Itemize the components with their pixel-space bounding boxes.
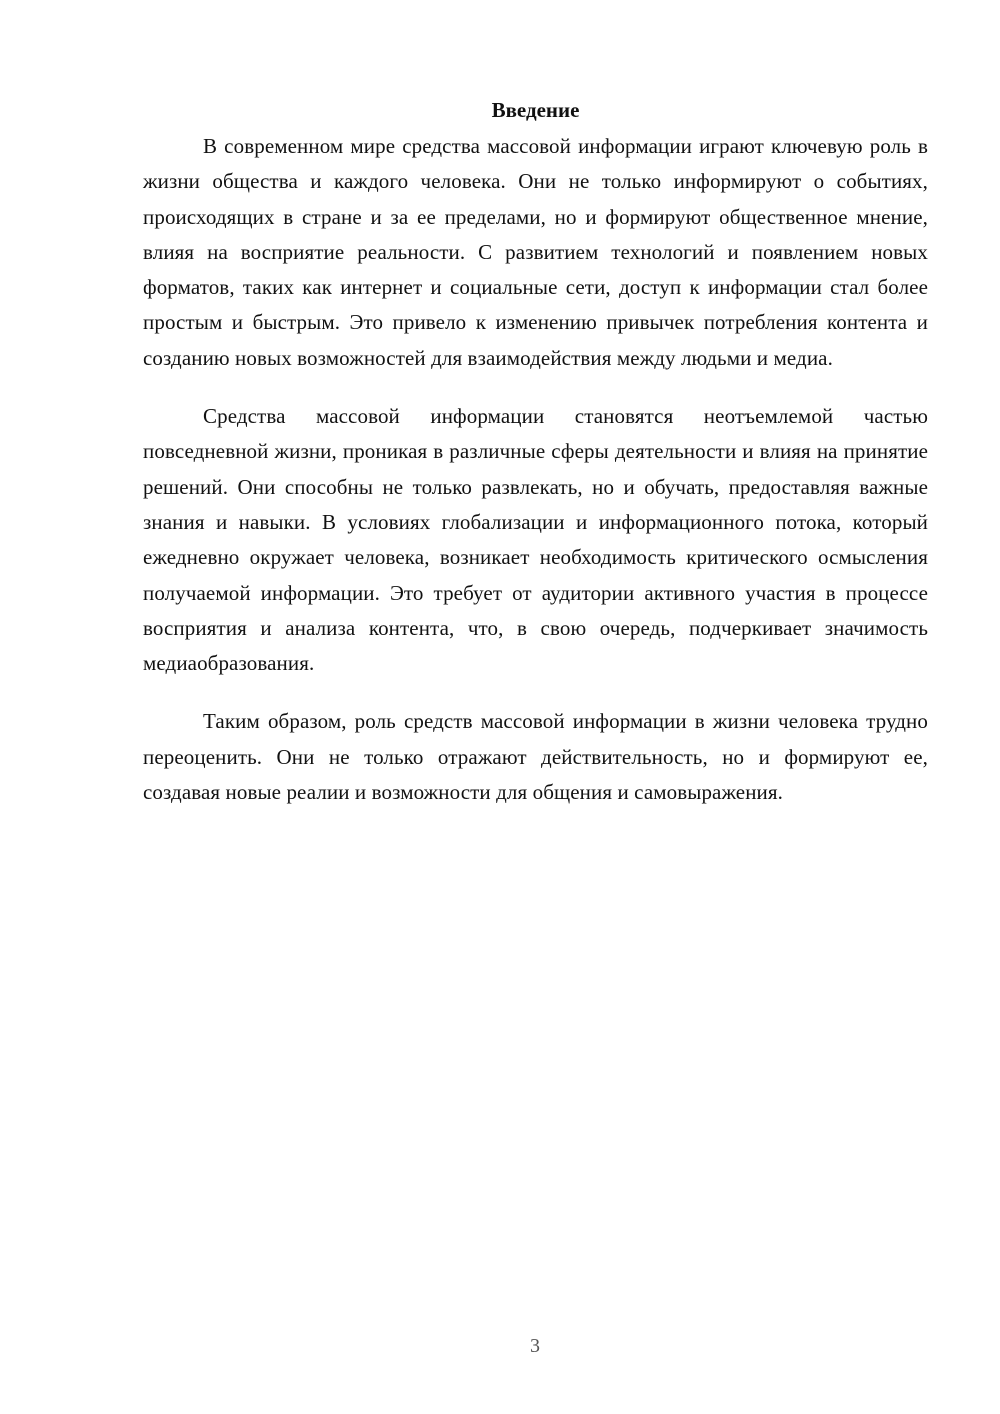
page-content (143, 95, 928, 833)
paragraph-3: Таким образом, роль средств массовой информации в жизни человека трудно переоценить. Они не только отражают действительность, но и формируют ее, создавая новые реалии и возможности для общения и самовыражения. (143, 709, 928, 805)
page-number: 3 (530, 1335, 540, 1357)
section-title: Введение (491, 98, 580, 122)
paragraph-2: Средства массовой информации становятся неотъемлемой частью повседневной жизни, проникая в различные сферы деятельности и влияя на принятие решений. Они способны не только развлекать, но и обучать, предоставляя важные знания и навыки. В условиях глобализации и информационного потока, который ежедневно окружает человека, возникает необходимость критического осмысления получаемой информации. Это требует от аудитории активного участия в процессе восприятия и анализа контента, что, в свою очередь, подчеркивает значимость медиаобразования. (143, 404, 928, 676)
paragraph-1: В современном мире средства массовой информации играют ключевую роль в жизни общества и каждого человека. Они не только информируют о событиях, происходящих в стране и за ее пределами, но и формируют общественное мнение, влияя на восприятие реальности. С развитием технологий и появлением новых форматов, таких как интернет и социальные сети, доступ к информации стал более простым и быстрым. Это привело к изменению привычек потребления контента и созданию новых возможностей для взаимодействия между людьми и медиа. (143, 134, 928, 370)
